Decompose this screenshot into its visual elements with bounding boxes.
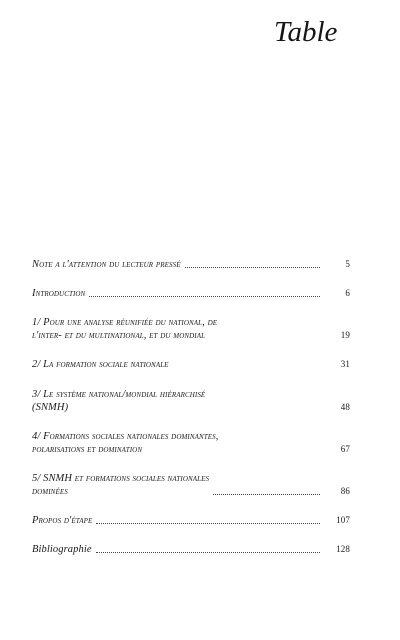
toc-entry-title-line-2: polarisations et domination — [32, 444, 143, 455]
toc-entry-title-line-1: 5/ SNMH et formations sociales nationales — [32, 473, 210, 484]
toc-entry-title: Introduction — [32, 288, 86, 299]
page-title: Table — [274, 16, 338, 48]
toc-entry-chapter-2 — [32, 358, 350, 371]
toc-entry-title: Note a l'attention du lecteur pressé — [32, 259, 181, 270]
toc-entry-chapter-3 — [32, 388, 350, 414]
toc-entry-title: 2/ La formation sociale nationale — [32, 359, 169, 370]
toc-page-number: 19 — [340, 330, 350, 340]
toc-entry-title-line-2: dominées — [32, 486, 68, 497]
toc-page-number: 31 — [340, 359, 350, 369]
toc-entry-introduction — [32, 287, 350, 300]
toc-entry-chapter-5 — [32, 472, 350, 498]
toc-entry-bibliographie — [32, 543, 350, 556]
toc-entry-title-line-1: 1/ Pour une analyse réunifiée du national, de — [32, 317, 218, 328]
toc-page-number: 5 — [345, 259, 350, 269]
toc-page-number: 107 — [336, 515, 350, 525]
dot-leader — [213, 494, 320, 495]
toc-entry-title: Bibliographie — [32, 544, 92, 555]
dot-leader — [222, 452, 320, 453]
toc-page-number: 128 — [336, 544, 350, 554]
toc-entry-title-line-1: 4/ Formations sociales nationales dominantes, — [32, 431, 219, 442]
toc-entry-title-line-2: l'inter- et du multinational, et du mondial — [32, 330, 206, 341]
toc-entry-title: Propos d'étape — [32, 515, 93, 526]
toc-entry-title-line-1: 3/ Le système national/mondial hiérarchisé — [32, 389, 206, 400]
toc-entry-note — [32, 258, 350, 271]
dot-leader — [173, 367, 320, 368]
toc-page-number: 67 — [340, 444, 350, 454]
dot-leader — [221, 338, 320, 339]
toc-entry-title-line-2: (SNMH) — [32, 402, 69, 413]
dot-leader — [185, 267, 320, 268]
dot-leader — [96, 552, 320, 553]
toc-page-number: 86 — [340, 486, 350, 496]
table-of-contents — [32, 258, 350, 556]
dot-leader — [96, 523, 320, 524]
toc-entry-chapter-4 — [32, 430, 350, 456]
toc-page-number: 6 — [345, 288, 350, 298]
toc-entry-propos — [32, 514, 350, 527]
toc-entry-chapter-1 — [32, 316, 350, 342]
dot-leader — [89, 296, 320, 297]
dot-leader — [209, 410, 320, 411]
toc-page-number: 48 — [340, 402, 350, 412]
